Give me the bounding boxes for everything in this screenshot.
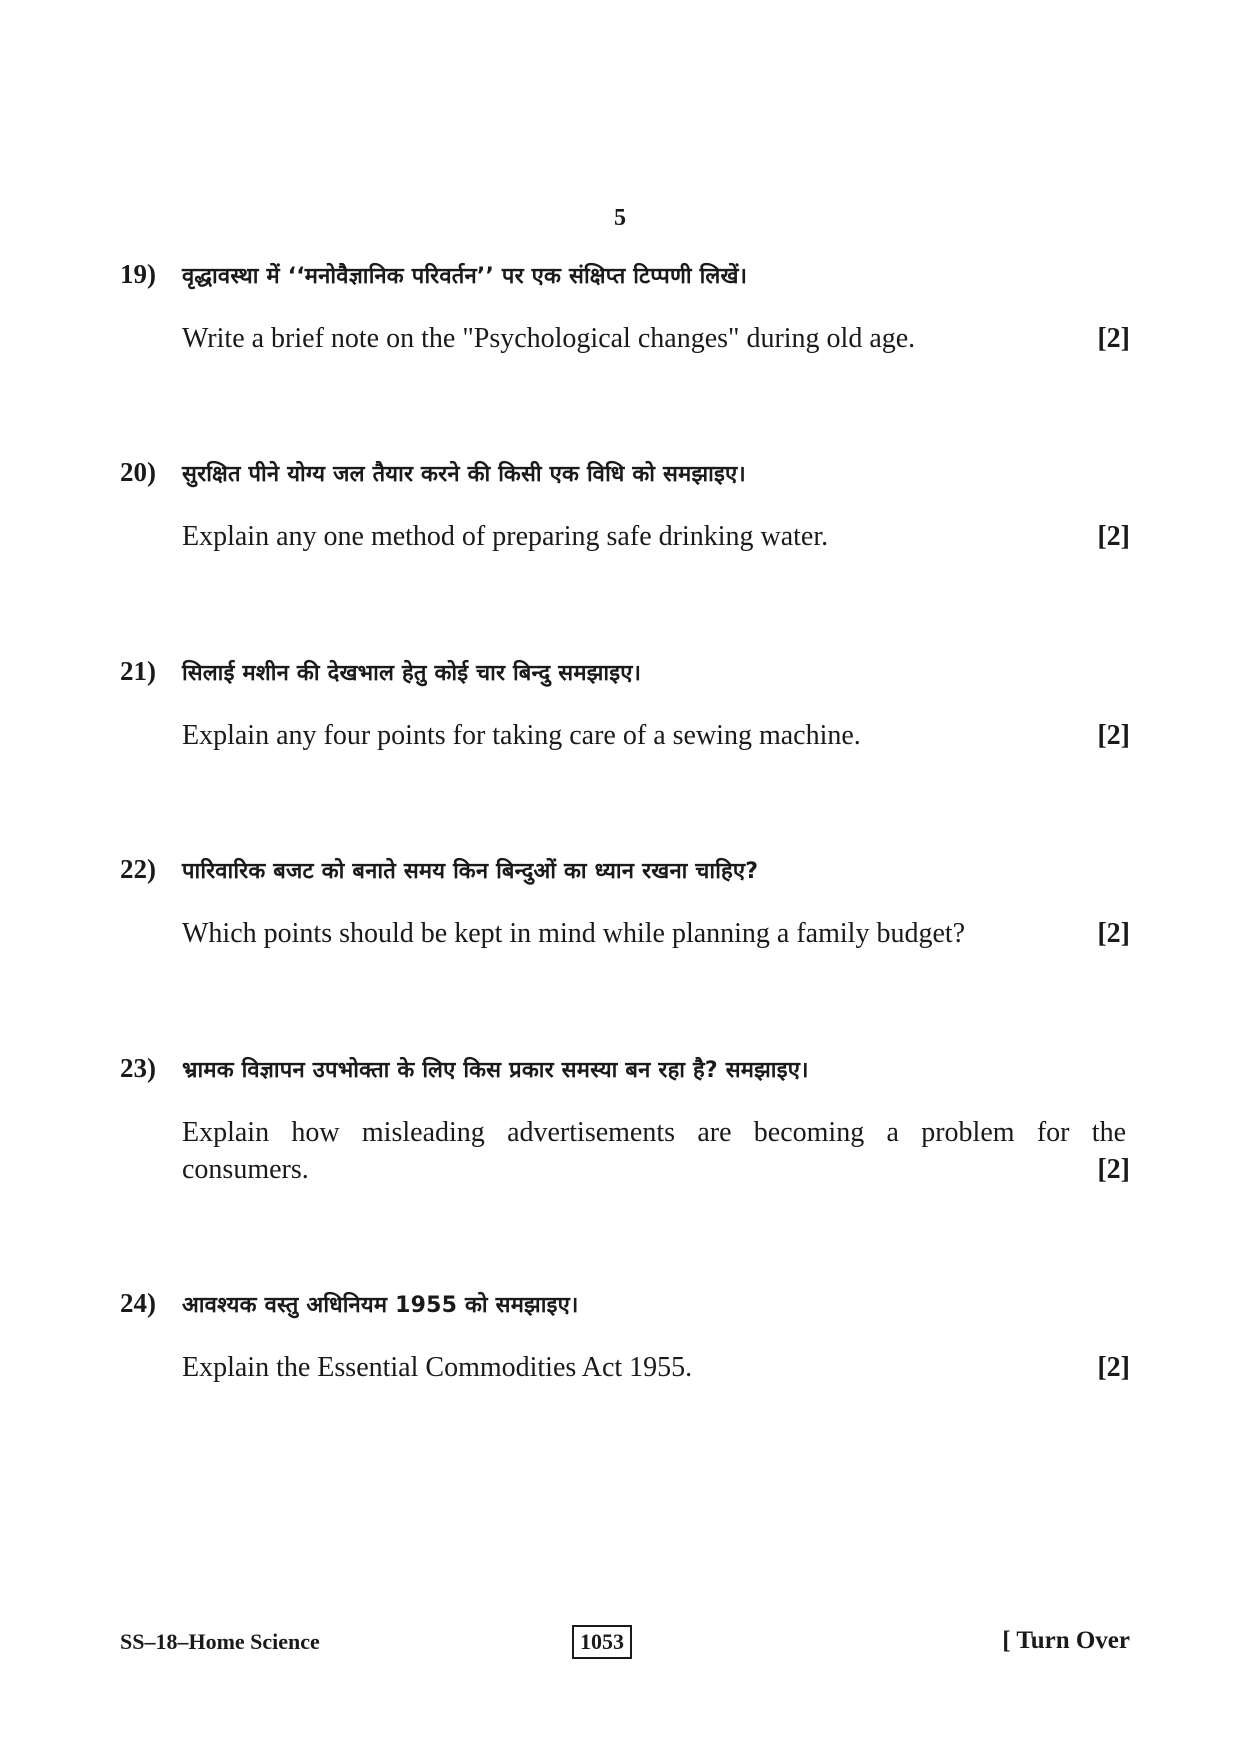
question-number: 19) bbox=[120, 259, 156, 289]
question-hindi-line bbox=[120, 853, 1130, 885]
question-english-text: Explain any one method of preparing safe drinking water. bbox=[182, 521, 829, 553]
question-marks: [2] bbox=[1097, 918, 1130, 950]
question-marks: [2] bbox=[1097, 521, 1130, 553]
question-hindi-line bbox=[120, 258, 1130, 290]
subject-code-label: SS–18–Home Science bbox=[120, 1629, 320, 1654]
question-hindi-line bbox=[120, 1287, 1130, 1319]
question-number: 21) bbox=[120, 656, 156, 686]
question-19 bbox=[120, 258, 1130, 357]
page-number: 5 bbox=[614, 205, 626, 231]
question-23 bbox=[120, 1052, 1130, 1188]
question-number: 20) bbox=[120, 457, 156, 487]
question-hindi-text: वृद्धावस्था में ‘‘मनोवैज्ञानिक परिवर्तन’’ पर एक संक्षिप्त टिप्पणी लिखें। bbox=[182, 264, 748, 289]
question-english-line bbox=[182, 518, 1130, 555]
question-marks: [2] bbox=[1097, 1352, 1130, 1384]
question-marks: [2] bbox=[1097, 323, 1130, 355]
question-english-line bbox=[182, 717, 1130, 754]
question-english-text: Explain any four points for taking care of a sewing machine. bbox=[182, 720, 861, 752]
question-english-line bbox=[182, 1114, 1130, 1188]
question-hindi-line bbox=[120, 1052, 1130, 1084]
question-number: 22) bbox=[120, 854, 156, 884]
question-22 bbox=[120, 853, 1130, 952]
question-21 bbox=[120, 655, 1130, 754]
question-hindi-text: सुरक्षित पीने योग्य जल तैयार करने की किसी एक विधि को समझाइए। bbox=[182, 462, 746, 487]
question-hindi-line bbox=[120, 456, 1130, 488]
question-marks: [2] bbox=[1097, 1154, 1130, 1186]
question-english-line bbox=[182, 915, 1130, 952]
question-hindi-text: भ्रामक विज्ञापन उपभोक्ता के लिए किस प्रकार समस्या बन रहा है? समझाइए। bbox=[182, 1058, 809, 1083]
question-english-text: Which points should be kept in mind while planning a family budget? bbox=[182, 918, 966, 950]
question-english-text: Explain how misleading advertisements are becoming a problem for the consumers. bbox=[182, 1117, 1126, 1186]
question-hindi-text: आवश्यक वस्तु अधिनियम 1955 को समझाइए। bbox=[182, 1293, 579, 1318]
paper-code-box: 1053 bbox=[572, 1625, 632, 1659]
question-hindi-text: पारिवारिक बजट को बनाते समय किन बिन्दुओं का ध्यान रखना चाहिए? bbox=[182, 859, 759, 884]
question-english-text: Explain the Essential Commodities Act 1955. bbox=[182, 1352, 693, 1384]
question-number: 23) bbox=[120, 1053, 156, 1083]
question-marks: [2] bbox=[1097, 720, 1130, 752]
question-english-line bbox=[182, 320, 1130, 357]
question-number: 24) bbox=[120, 1288, 156, 1318]
question-hindi-text: सिलाई मशीन की देखभाल हेतु कोई चार बिन्दु समझाइए। bbox=[182, 661, 642, 686]
question-20 bbox=[120, 456, 1130, 555]
question-english-line bbox=[182, 1349, 1130, 1386]
page-footer bbox=[120, 1625, 1130, 1665]
turn-over-label: [ Turn Over bbox=[1002, 1627, 1130, 1654]
question-24 bbox=[120, 1287, 1130, 1386]
question-english-text: Write a brief note on the "Psychological changes" during old age. bbox=[182, 323, 916, 355]
question-hindi-line bbox=[120, 655, 1130, 687]
